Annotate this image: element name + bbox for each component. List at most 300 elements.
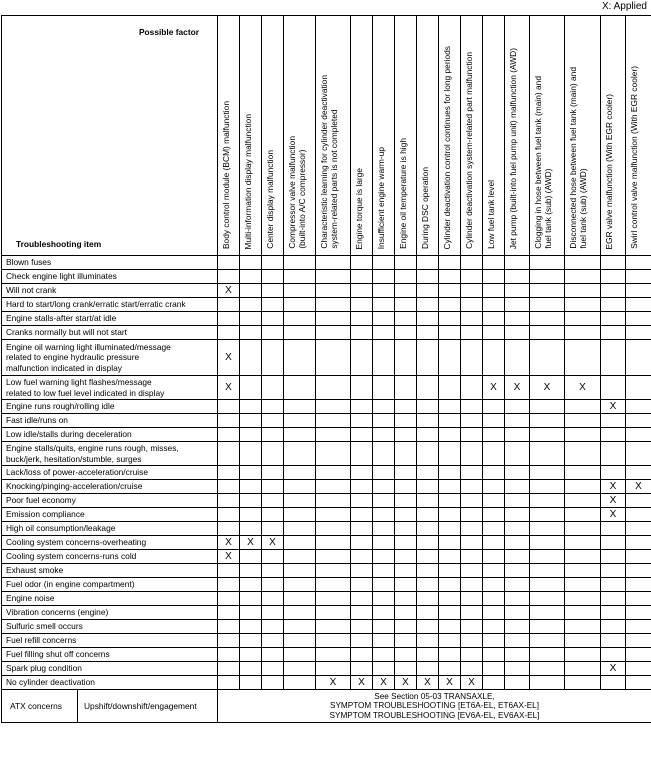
factor-cell [530, 298, 565, 312]
factor-cell [316, 270, 351, 284]
factor-cell [439, 606, 461, 620]
factor-cell [373, 270, 395, 284]
factor-cell [316, 298, 351, 312]
troubleshooting-item: Lack/loss of power-acceleration/cruise [2, 466, 218, 480]
factor-cell [565, 536, 601, 550]
factor-cell [240, 578, 262, 592]
factor-cell [461, 376, 483, 400]
factor-cell [601, 376, 626, 400]
header-corner [2, 16, 218, 256]
factor-label: Compressor valve malfunction (built-into A/C compressor) [287, 136, 307, 249]
factor-cell [601, 634, 626, 648]
factor-cell [284, 312, 316, 326]
factor-cell [395, 662, 417, 676]
factor-cell [530, 648, 565, 662]
factor-cell [351, 428, 373, 442]
factor-cell [565, 256, 601, 270]
factor-cell [373, 442, 395, 466]
table-row [2, 256, 651, 270]
factor-cell [439, 428, 461, 442]
factor-cell [483, 428, 505, 442]
factor-cell [351, 480, 373, 494]
table-row [2, 508, 651, 522]
factor-cell [351, 376, 373, 400]
factor-cell [565, 606, 601, 620]
factor-cell [461, 550, 483, 564]
factor-cell [565, 564, 601, 578]
factor-cell [439, 256, 461, 270]
factor-cell [262, 376, 284, 400]
factor-cell [483, 466, 505, 480]
factor-cell [483, 326, 505, 340]
factor-cell [565, 508, 601, 522]
troubleshooting-item-label: Troubleshooting item [16, 239, 102, 249]
factor-cell [240, 620, 262, 634]
factor-cell [240, 312, 262, 326]
factor-cell [417, 312, 439, 326]
factor-cell [240, 606, 262, 620]
factor-cell [626, 340, 651, 376]
factor-cell [284, 270, 316, 284]
factor-cell [417, 376, 439, 400]
factor-cell [417, 508, 439, 522]
factor-cell [505, 606, 530, 620]
factor-cell [262, 508, 284, 522]
factor-cell [316, 494, 351, 508]
applied-mark: X [424, 677, 431, 688]
factor-cell [505, 340, 530, 376]
factor-cell [439, 326, 461, 340]
factor-header [373, 16, 395, 256]
factor-cell [240, 428, 262, 442]
factor-cell [218, 466, 240, 480]
factor-cell [483, 340, 505, 376]
factor-cell [530, 634, 565, 648]
factor-cell [505, 676, 530, 690]
applied-mark: X [609, 509, 617, 520]
factor-cell [262, 442, 284, 466]
factor-cell [461, 428, 483, 442]
applied-mark: X [635, 481, 642, 492]
factor-cell [530, 414, 565, 428]
factor-cell [395, 480, 417, 494]
factor-cell [284, 592, 316, 606]
factor-cell [373, 662, 395, 676]
factor-cell [395, 592, 417, 606]
factor-cell [284, 256, 316, 270]
applied-mark: X [380, 677, 387, 688]
factor-cell [417, 284, 439, 298]
factor-cell [461, 662, 483, 676]
factor-cell [439, 662, 461, 676]
factor-cell [505, 578, 530, 592]
factor-cell [284, 480, 316, 494]
factor-cell [417, 270, 439, 284]
factor-cell [240, 326, 262, 340]
factor-cell [240, 550, 262, 564]
factor-cell [626, 634, 651, 648]
factor-cell [565, 442, 601, 466]
factor-cell [530, 662, 565, 676]
factor-cell [461, 400, 483, 414]
factor-cell [601, 256, 626, 270]
factor-cell [240, 376, 262, 400]
factor-cell [505, 312, 530, 326]
troubleshooting-item: Cooling system concerns-runs cold [2, 550, 218, 564]
factor-cell [601, 550, 626, 564]
factor-cell [417, 662, 439, 676]
applied-mark: X [490, 382, 497, 393]
factor-cell [218, 256, 240, 270]
possible-factor-label: Possible factor [138, 27, 199, 37]
factor-cell [262, 312, 284, 326]
factor-cell [417, 442, 439, 466]
factor-cell [505, 592, 530, 606]
applied-mark: X [468, 677, 475, 688]
factor-cell [417, 648, 439, 662]
factor-cell [240, 634, 262, 648]
factor-cell [373, 508, 395, 522]
table-row [2, 326, 651, 340]
factor-cell [240, 494, 262, 508]
factor-cell [284, 606, 316, 620]
legend-note: X: Applied [601, 1, 647, 12]
factor-cell [626, 312, 651, 326]
factor-cell [395, 676, 417, 690]
factor-cell [218, 270, 240, 284]
table-row [2, 634, 651, 648]
factor-cell [240, 536, 262, 550]
factor-cell [461, 578, 483, 592]
factor-cell [565, 550, 601, 564]
factor-cell [417, 494, 439, 508]
factor-cell [262, 466, 284, 480]
factor-cell [351, 270, 373, 284]
factor-cell [316, 508, 351, 522]
applied-mark: X [329, 677, 337, 688]
factor-cell [530, 466, 565, 480]
factor-cell [626, 376, 651, 400]
factor-cell [565, 662, 601, 676]
factor-cell [565, 298, 601, 312]
factor-cell [218, 592, 240, 606]
factor-cell [565, 428, 601, 442]
factor-cell [505, 536, 530, 550]
factor-cell [565, 312, 601, 326]
applied-mark: X [269, 537, 276, 548]
factor-cell [626, 284, 651, 298]
factor-cell [483, 592, 505, 606]
factor-cell [626, 606, 651, 620]
factor-cell [262, 414, 284, 428]
factor-cell [417, 592, 439, 606]
factor-cell [505, 376, 530, 400]
factor-cell [565, 578, 601, 592]
table-row [2, 312, 651, 326]
applied-mark: X [609, 401, 617, 412]
table-body [2, 256, 651, 690]
factor-cell [284, 494, 316, 508]
factor-cell [483, 550, 505, 564]
factor-cell [351, 298, 373, 312]
factor-cell [439, 522, 461, 536]
factor-cell [373, 400, 395, 414]
factor-cell [262, 606, 284, 620]
factor-cell [262, 256, 284, 270]
factor-cell [439, 400, 461, 414]
factor-cell [316, 312, 351, 326]
factor-cell [218, 522, 240, 536]
factor-cell [565, 340, 601, 376]
factor-cell [240, 414, 262, 428]
factor-cell [262, 634, 284, 648]
factor-cell [601, 522, 626, 536]
factor-cell [505, 414, 530, 428]
factor-cell [483, 536, 505, 550]
factor-cell [373, 312, 395, 326]
factor-cell [417, 466, 439, 480]
factor-cell [218, 400, 240, 414]
factor-cell [262, 340, 284, 376]
factor-cell [601, 508, 626, 522]
factor-cell [505, 270, 530, 284]
factor-cell [565, 620, 601, 634]
factor-cell [565, 494, 601, 508]
factor-cell [351, 466, 373, 480]
applied-mark: X [609, 663, 617, 674]
factor-cell [351, 494, 373, 508]
factor-cell [316, 326, 351, 340]
factor-cell [565, 400, 601, 414]
factor-cell [505, 298, 530, 312]
factor-cell [262, 536, 284, 550]
factor-cell [316, 606, 351, 620]
factor-cell [316, 578, 351, 592]
factor-cell [262, 428, 284, 442]
factor-cell [530, 376, 565, 400]
factor-cell [439, 376, 461, 400]
applied-mark: X [225, 537, 232, 548]
factor-cell [417, 522, 439, 536]
factor-cell [626, 522, 651, 536]
troubleshooting-item: Engine stalls-after start/at idle [2, 312, 218, 326]
factor-cell [316, 564, 351, 578]
factor-cell [626, 592, 651, 606]
factor-cell [395, 284, 417, 298]
table-row [2, 414, 651, 428]
factor-header [284, 16, 316, 256]
applied-mark: X [543, 382, 551, 393]
factor-cell [483, 634, 505, 648]
factor-cell [461, 620, 483, 634]
factor-cell [218, 428, 240, 442]
factor-cell [395, 414, 417, 428]
troubleshooting-item: Emission compliance [2, 508, 218, 522]
factor-cell [483, 606, 505, 620]
factor-cell [461, 480, 483, 494]
table-row [2, 284, 651, 298]
atx-label: ATX concerns [2, 690, 78, 723]
factor-cell [601, 400, 626, 414]
factor-cell [439, 536, 461, 550]
factor-cell [417, 564, 439, 578]
factor-cell [461, 298, 483, 312]
factor-cell [461, 522, 483, 536]
factor-cell [439, 414, 461, 428]
factor-cell [316, 592, 351, 606]
troubleshooting-item: Vibration concerns (engine) [2, 606, 218, 620]
factor-cell [439, 634, 461, 648]
factor-cell [373, 536, 395, 550]
header-row [2, 16, 651, 256]
factor-header [262, 16, 284, 256]
factor-cell [373, 494, 395, 508]
factor-cell [461, 564, 483, 578]
factor-cell [218, 662, 240, 676]
factor-cell [395, 620, 417, 634]
factor-cell [262, 564, 284, 578]
factor-label: Multi-information display malfunction [243, 113, 253, 249]
factor-cell [284, 676, 316, 690]
factor-cell [395, 578, 417, 592]
troubleshooting-item: No cylinder deactivation [2, 676, 218, 690]
factor-cell [530, 284, 565, 298]
factor-cell [461, 442, 483, 466]
factor-cell [373, 606, 395, 620]
factor-cell [565, 676, 601, 690]
factor-cell [395, 634, 417, 648]
factor-cell [461, 284, 483, 298]
factor-label: Clogging in hose between fuel tank (main) and fuel tank (sub) (AWD) [533, 76, 553, 249]
applied-mark: X [225, 285, 232, 296]
factor-header [601, 16, 626, 256]
factor-cell [530, 578, 565, 592]
troubleshooting-item: Low idle/stalls during deceleration [2, 428, 218, 442]
factor-cell [483, 442, 505, 466]
factor-cell [461, 270, 483, 284]
factor-cell [530, 340, 565, 376]
factor-cell [262, 326, 284, 340]
factor-cell [373, 256, 395, 270]
factor-cell [373, 298, 395, 312]
factor-cell [316, 676, 351, 690]
factor-cell [417, 414, 439, 428]
factor-cell [395, 648, 417, 662]
factor-header [395, 16, 417, 256]
factor-cell [417, 536, 439, 550]
factor-cell [626, 620, 651, 634]
factor-cell [483, 256, 505, 270]
factor-cell [218, 564, 240, 578]
factor-cell [351, 536, 373, 550]
factor-cell [601, 428, 626, 442]
troubleshooting-item: Check engine light illuminates [2, 270, 218, 284]
factor-cell [373, 564, 395, 578]
factor-cell [461, 648, 483, 662]
factor-cell [240, 400, 262, 414]
factor-cell [218, 606, 240, 620]
factor-cell [395, 400, 417, 414]
table-row [2, 620, 651, 634]
factor-cell [262, 298, 284, 312]
factor-cell [284, 442, 316, 466]
factor-cell [373, 578, 395, 592]
factor-cell [461, 508, 483, 522]
factor-cell [351, 326, 373, 340]
factor-header [565, 16, 601, 256]
factor-cell [505, 648, 530, 662]
factor-cell [240, 466, 262, 480]
factor-cell [461, 634, 483, 648]
factor-cell [601, 676, 626, 690]
factor-cell [373, 480, 395, 494]
applied-mark: X [579, 382, 586, 393]
factor-cell [439, 270, 461, 284]
table-row [2, 578, 651, 592]
factor-cell [240, 648, 262, 662]
factor-cell [316, 442, 351, 466]
factor-label: Body control module (BCM) malfunction [221, 100, 231, 249]
factor-cell [483, 620, 505, 634]
factor-cell [284, 550, 316, 564]
factor-cell [417, 428, 439, 442]
applied-mark: X [225, 551, 232, 562]
factor-cell [284, 326, 316, 340]
factor-cell [565, 648, 601, 662]
table-row [2, 466, 651, 480]
factor-cell [262, 648, 284, 662]
factor-cell [530, 326, 565, 340]
factor-cell [439, 550, 461, 564]
factor-cell [461, 312, 483, 326]
table-row [2, 662, 651, 676]
factor-cell [461, 466, 483, 480]
factor-cell [530, 606, 565, 620]
factor-cell [218, 550, 240, 564]
factor-cell [461, 494, 483, 508]
factor-cell [351, 592, 373, 606]
factor-cell [530, 522, 565, 536]
factor-cell [284, 522, 316, 536]
factor-cell [351, 312, 373, 326]
factor-cell [316, 480, 351, 494]
troubleshooting-item: Engine noise [2, 592, 218, 606]
table-row [2, 606, 651, 620]
factor-cell [530, 494, 565, 508]
factor-cell [601, 620, 626, 634]
factor-cell [351, 564, 373, 578]
factor-cell [565, 466, 601, 480]
factor-cell [218, 326, 240, 340]
factor-cell [240, 662, 262, 676]
applied-mark: X [446, 677, 453, 688]
factor-cell [351, 578, 373, 592]
troubleshooting-item: Fuel filling shut off concerns [2, 648, 218, 662]
factor-cell [262, 400, 284, 414]
factor-cell [439, 312, 461, 326]
factor-cell [505, 466, 530, 480]
factor-cell [626, 400, 651, 414]
factor-cell [601, 414, 626, 428]
factor-cell [417, 578, 439, 592]
factor-header [316, 16, 351, 256]
factor-cell [284, 298, 316, 312]
factor-cell [316, 466, 351, 480]
factor-cell [530, 620, 565, 634]
factor-cell [601, 662, 626, 676]
factor-cell [351, 414, 373, 428]
factor-cell [483, 662, 505, 676]
